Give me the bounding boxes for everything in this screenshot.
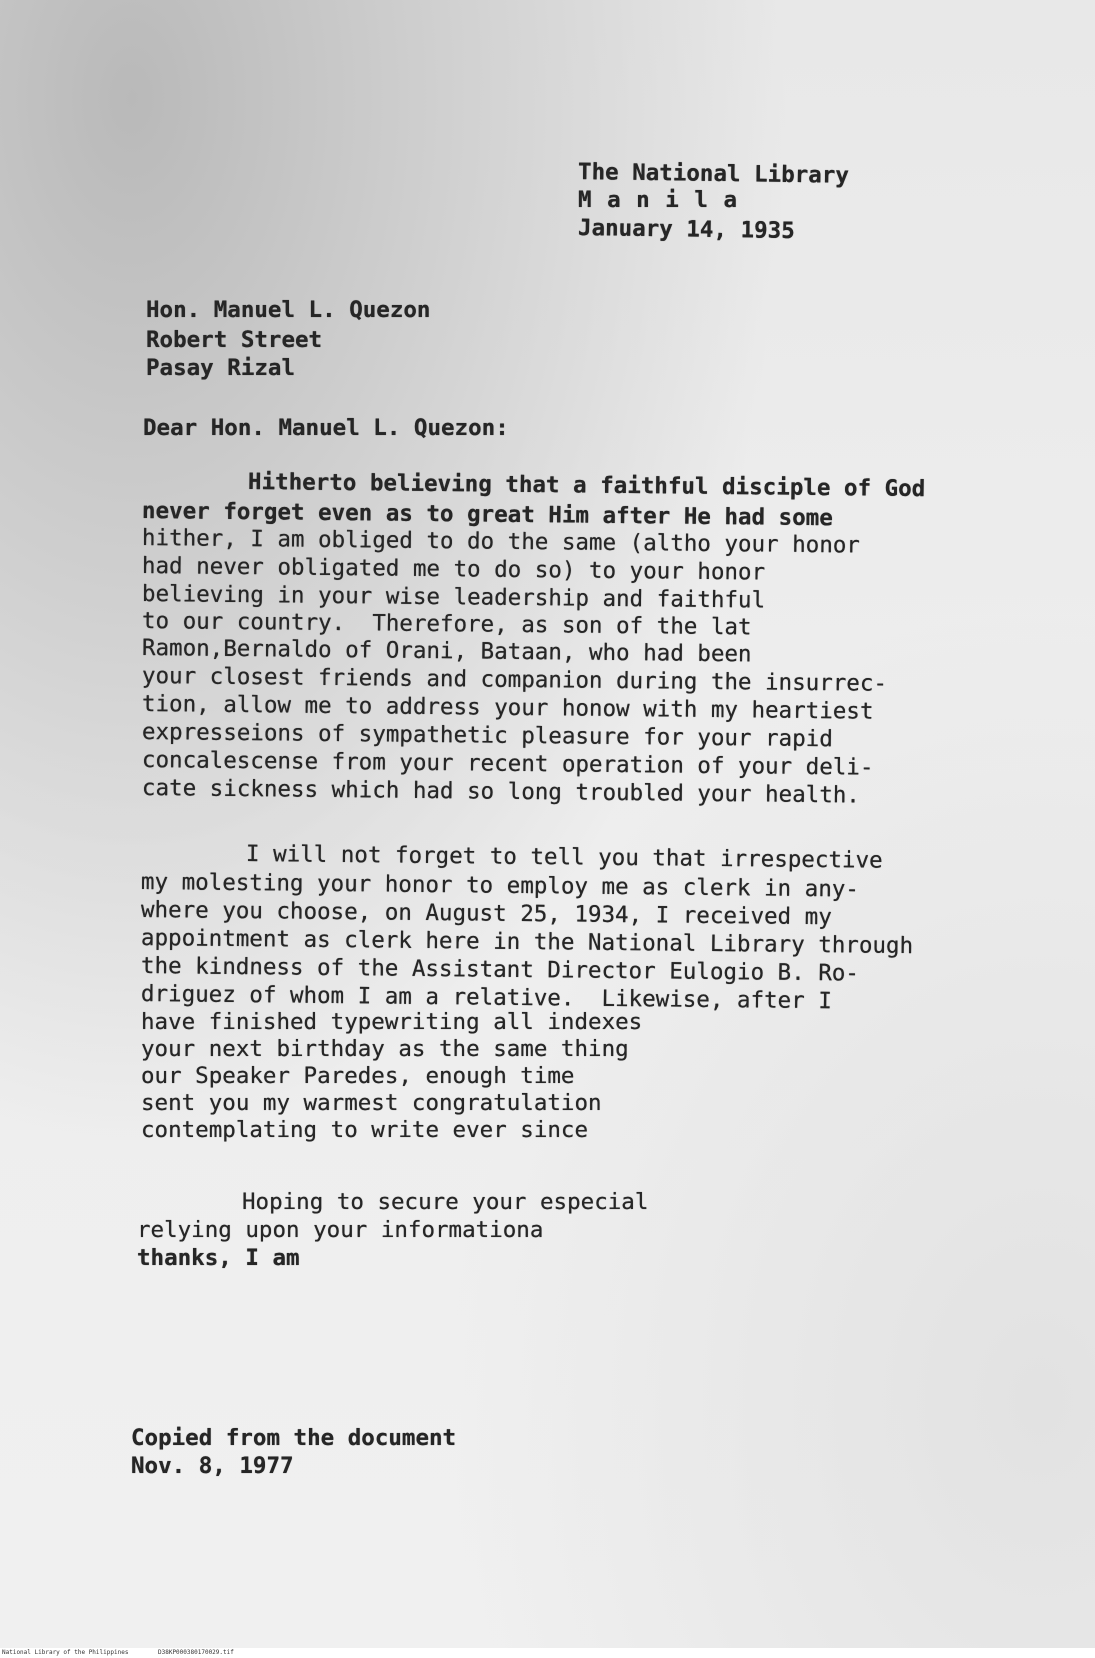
addressee-street: Robert Street <box>146 327 323 353</box>
footer-source: National Library of the Philippines <box>2 1649 129 1656</box>
addressee-name: Hon. Manuel L. Quezon <box>146 297 431 323</box>
paragraph-line: appointment as clerk here in the National Library through <box>140 925 914 960</box>
paragraph-line: concalescense from your recent operation of your deli- <box>141 747 874 781</box>
letterhead-date: January 14, 1935 <box>577 215 795 245</box>
scan-footer <box>0 1648 1095 1658</box>
paragraph-line: Ramon,Bernaldo of Orani, Bataan, who had been <box>141 635 752 668</box>
paragraph-line: my molesting your honor to employ me as clerk in any- <box>140 869 860 903</box>
addressee-city: Pasay Rizal <box>146 355 296 381</box>
paragraph-line: contemplating to write ever since <box>141 1117 589 1143</box>
paragraph-line: believing in your wise leadership and faithful <box>141 581 766 614</box>
copy-note-date: Nov. 8, 1977 <box>131 1453 294 1479</box>
paragraph-line: tion, allow me to address your honow with my heartiest <box>141 691 874 725</box>
copy-note-line-1: Copied from the document <box>131 1425 457 1451</box>
paragraph-line: to our country. Therefore, as son of the lat <box>141 608 752 641</box>
paragraph-line: hither, I am obliged to do the same (altho your honor <box>141 525 861 559</box>
footer-file-id: D38KP000380170029.tif <box>158 1649 234 1656</box>
paragraph-line: where you choose, on August 25, 1934, I received my <box>140 897 832 931</box>
closing-line: thanks, I am <box>137 1245 300 1271</box>
paragraph-line: Hitherto believing that a faithful disciple of God <box>247 469 926 503</box>
paragraph-line: the kindness of the Assistant Director Eulogio B. Ro- <box>140 953 860 987</box>
paragraph-line: had never obligated me to do so) to your honor <box>141 553 766 586</box>
paragraph-line: your next birthday as the same thing <box>141 1036 629 1062</box>
paragraph-line: driguez of whom I am a relative. Likewise, after I <box>140 981 832 1015</box>
paragraph-line: your closest friends and companion during the insurrec- <box>141 663 888 697</box>
paragraph-line: cate sickness which had so long troubled your health. <box>141 775 861 809</box>
paragraph-line: have finished typewriting all indexes <box>141 1009 643 1035</box>
paragraph-line: I will not forget to tell you that irrespective <box>245 841 883 874</box>
salutation: Dear Hon. Manuel L. Quezon: <box>143 415 509 441</box>
letterhead-institution: The National Library <box>577 159 850 189</box>
letterhead-city: M a n i l a <box>578 187 739 213</box>
paragraph-line: never forget even as to great Him after He had some <box>141 498 833 532</box>
paragraph-line: sent you my warmest congratulation <box>141 1090 602 1116</box>
paragraph-line: expresseions of sympathetic pleasure for your rapid <box>141 719 833 753</box>
paragraph-line: our Speaker Paredes, enough time <box>141 1063 575 1089</box>
paragraph-line: Hoping to secure your especial <box>242 1189 649 1215</box>
paragraph-line: relying upon your informationa <box>137 1217 544 1243</box>
